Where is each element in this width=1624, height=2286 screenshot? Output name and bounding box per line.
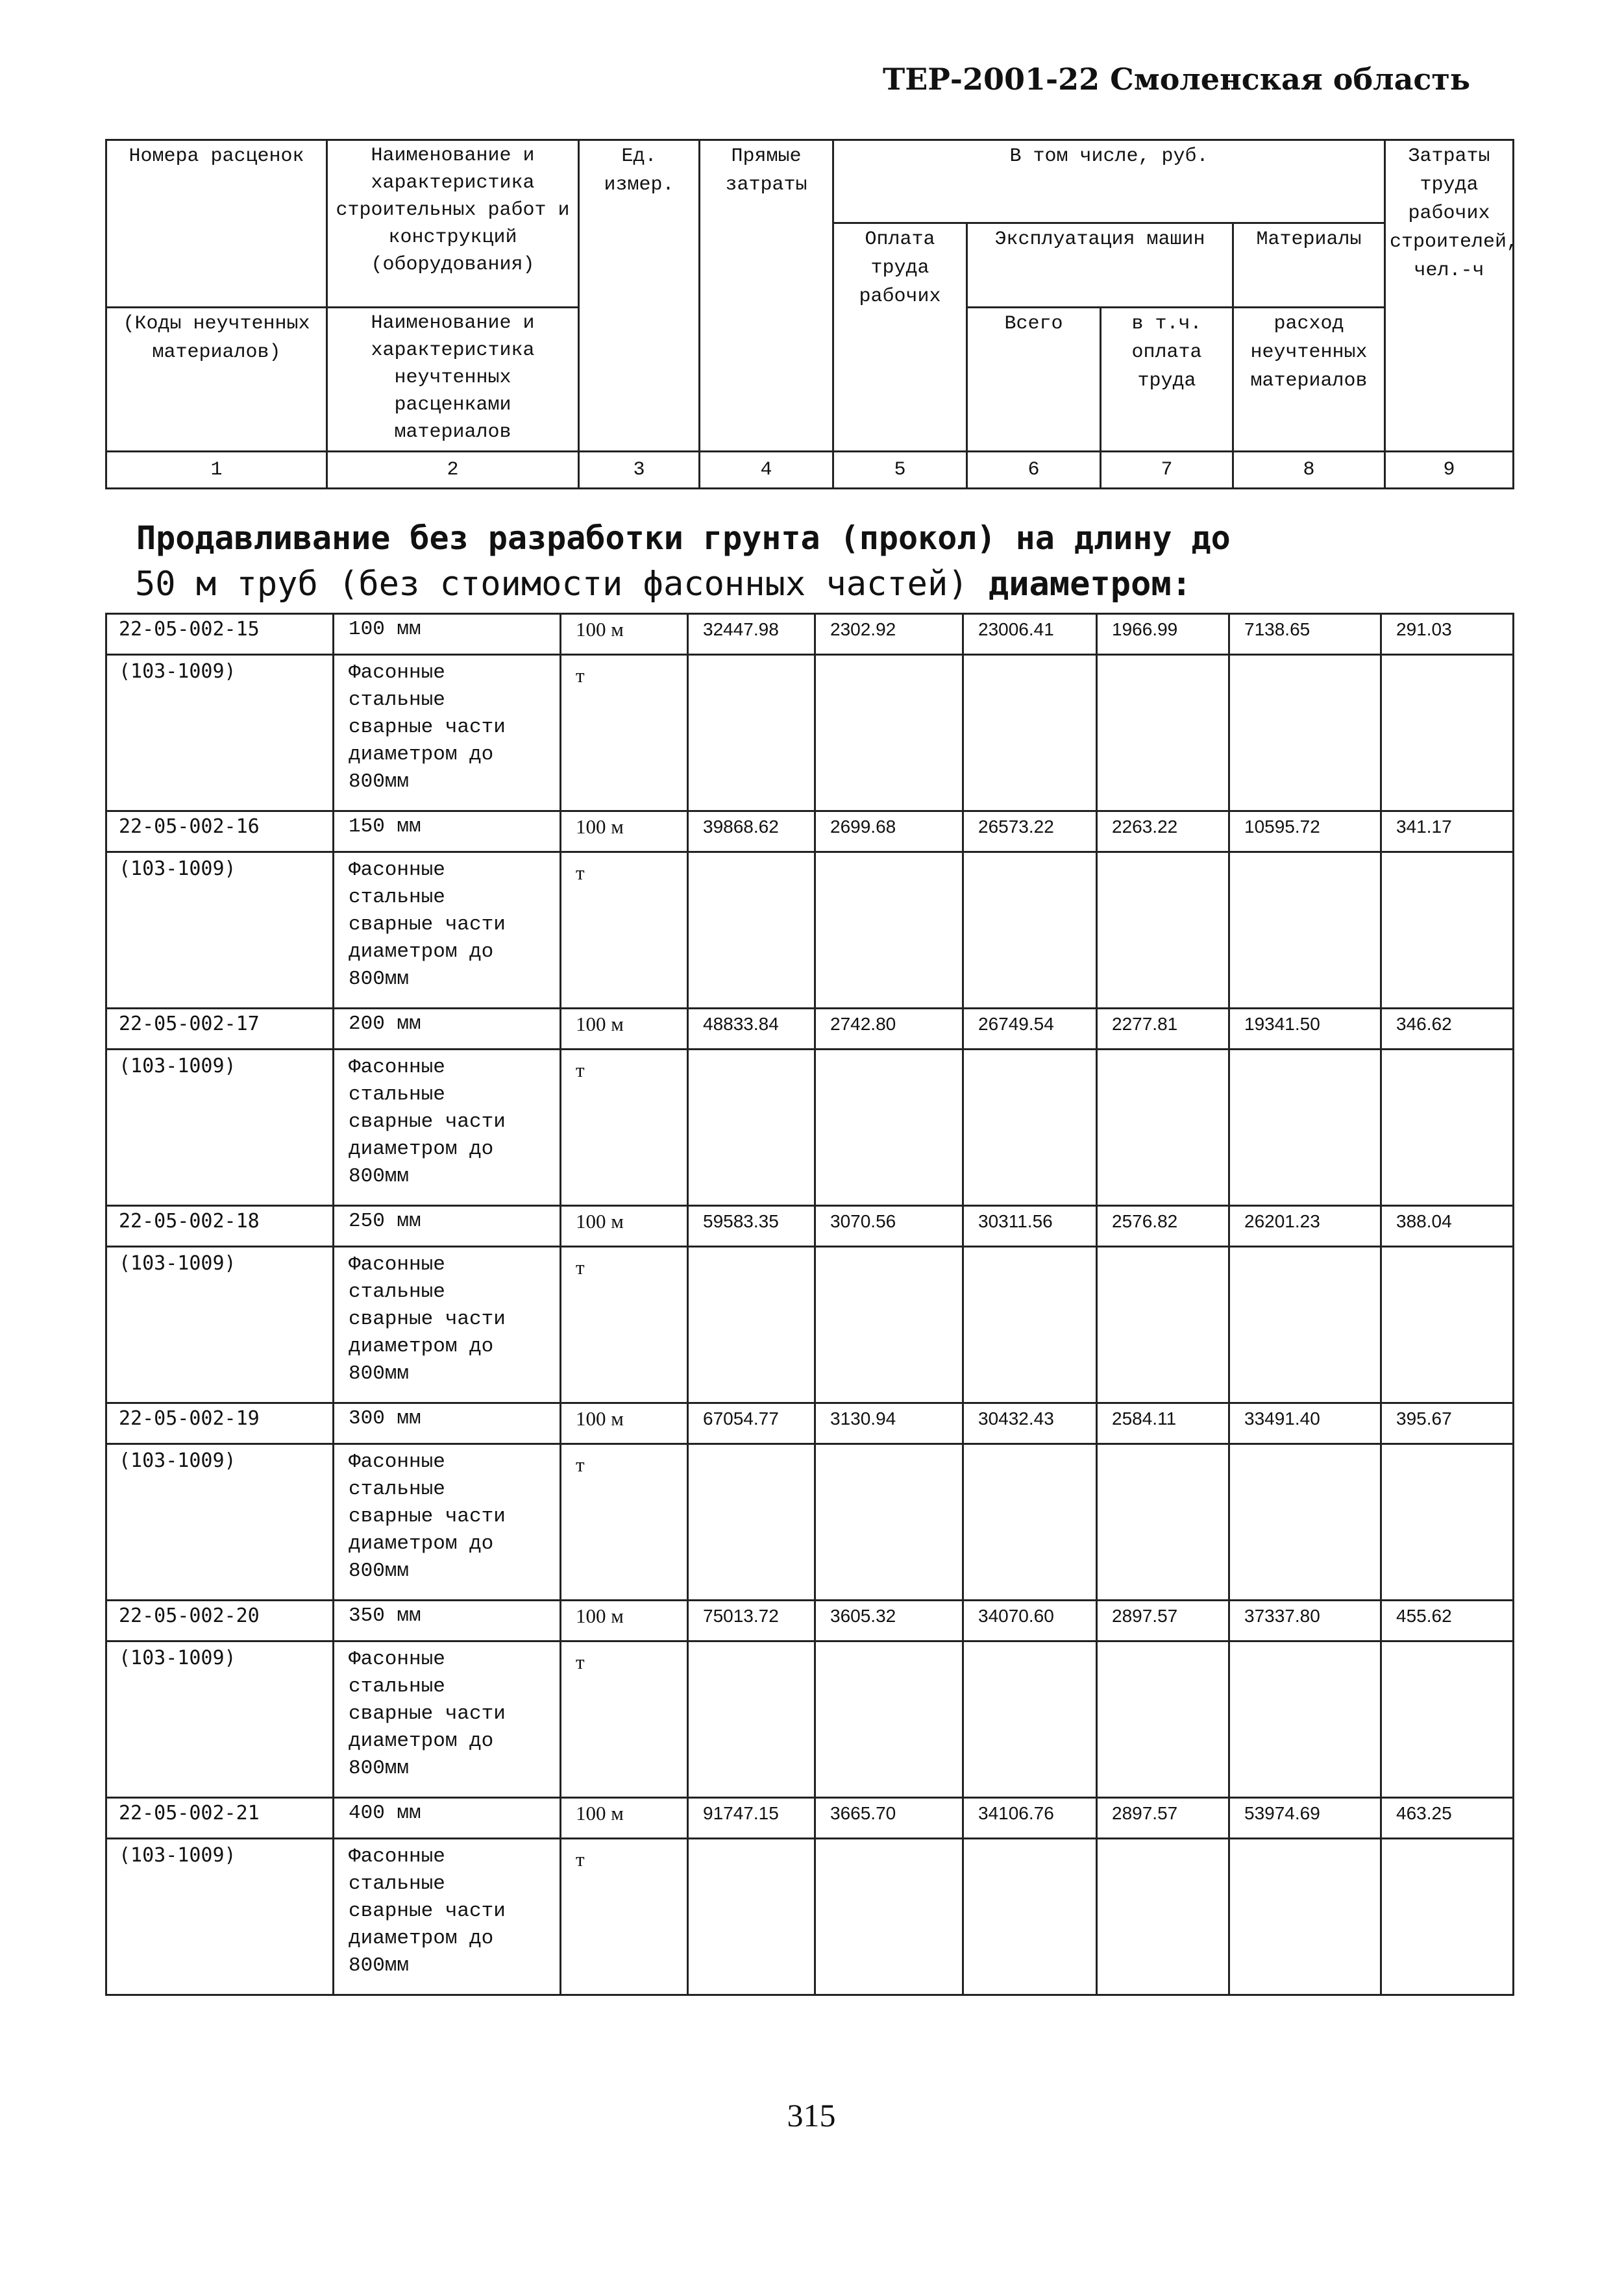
labor-pay-cell: 3070.56	[815, 1206, 963, 1247]
empty-cell	[963, 852, 1097, 1009]
material-unit-cell: т	[561, 1444, 688, 1601]
material-row	[106, 1641, 1514, 1798]
material-name-line: 800мм	[349, 1757, 410, 1780]
material-name-line: диаметром до	[349, 1532, 494, 1555]
material-name-line: сварные части	[349, 716, 506, 739]
rate-code-cell: 22-05-002-15	[106, 614, 334, 655]
direct-costs-cell: 67054.77	[688, 1403, 815, 1444]
rate-code-cell: 22-05-002-21	[106, 1798, 334, 1839]
empty-cell	[1229, 1050, 1381, 1206]
empty-cell	[688, 1247, 815, 1403]
column-header-table	[105, 139, 1519, 489]
material-name-line: 800мм	[349, 968, 410, 990]
labor-hours-cell: 341.17	[1381, 811, 1514, 852]
material-name-line: 800мм	[349, 770, 410, 793]
material-name-cell	[334, 1050, 561, 1206]
column-number: 8	[1233, 452, 1385, 489]
labor-pay-cell: 2699.68	[815, 811, 963, 852]
material-name-line: Фасонные	[349, 1056, 445, 1079]
rate-code-cell: 22-05-002-17	[106, 1009, 334, 1050]
material-row	[106, 1444, 1514, 1601]
material-name-line: диаметром до	[349, 1138, 494, 1161]
empty-cell	[1229, 852, 1381, 1009]
header-cell-machines-total: Всего	[967, 308, 1101, 452]
labor-hours-cell: 455.62	[1381, 1601, 1514, 1641]
empty-cell	[1097, 1247, 1229, 1403]
column-number: 1	[106, 452, 327, 489]
empty-cell	[1381, 1641, 1514, 1798]
empty-cell	[1097, 1839, 1229, 1995]
machines-total-cell: 30311.56	[963, 1206, 1097, 1247]
section-title-bold: диаметром:	[988, 565, 1192, 604]
empty-cell	[1381, 655, 1514, 811]
rates-table-body	[106, 614, 1514, 1995]
rate-unit-cell: 100 м	[561, 1403, 688, 1444]
direct-costs-cell: 59583.35	[688, 1206, 815, 1247]
empty-cell	[1229, 1444, 1381, 1601]
machines-labor-cell: 2263.22	[1097, 811, 1229, 852]
empty-cell	[1381, 1839, 1514, 1995]
material-unit-cell: т	[561, 1839, 688, 1995]
rate-name-cell: 150 мм	[334, 811, 561, 852]
material-name-line: 800мм	[349, 1165, 410, 1188]
empty-cell	[688, 1050, 815, 1206]
header-cell-machines-labor: в т.ч. оплата труда	[1101, 308, 1233, 452]
material-name-line: стальные	[349, 689, 445, 711]
header-cell-labor-hours: Затраты труда рабочих строителей, чел.-ч	[1385, 140, 1514, 452]
labor-hours-cell: 346.62	[1381, 1009, 1514, 1050]
rate-name-cell: 300 мм	[334, 1403, 561, 1444]
material-name-line: сварные части	[349, 1505, 506, 1528]
material-row	[106, 1247, 1514, 1403]
empty-cell	[815, 1839, 963, 1995]
column-number: 9	[1385, 452, 1514, 489]
column-number: 5	[833, 452, 967, 489]
material-code-cell: (103-1009)	[106, 1839, 334, 1995]
material-name-line: 800мм	[349, 1560, 410, 1582]
rate-name-cell: 350 мм	[334, 1601, 561, 1641]
empty-cell	[688, 852, 815, 1009]
empty-cell	[963, 1839, 1097, 1995]
rate-name-cell: 250 мм	[334, 1206, 561, 1247]
material-row	[106, 655, 1514, 811]
material-name-line: сварные части	[349, 1308, 506, 1331]
material-name-line: диаметром до	[349, 1927, 494, 1950]
labor-hours-cell: 388.04	[1381, 1206, 1514, 1247]
material-name-line: Фасонные	[349, 661, 445, 684]
empty-cell	[1097, 852, 1229, 1009]
empty-cell	[688, 1444, 815, 1601]
header-cell-labor-pay: Оплата труда рабочих	[833, 223, 967, 452]
material-code-cell: (103-1009)	[106, 1050, 334, 1206]
table-row	[106, 1798, 1514, 1839]
empty-cell	[815, 1247, 963, 1403]
empty-cell	[963, 1050, 1097, 1206]
material-name-line: стальные	[349, 1083, 445, 1106]
material-row	[106, 1050, 1514, 1206]
section-title-line-2	[135, 565, 1511, 604]
labor-pay-cell: 3130.94	[815, 1403, 963, 1444]
empty-cell	[963, 1641, 1097, 1798]
material-code-cell: (103-1009)	[106, 852, 334, 1009]
material-unit-cell: т	[561, 1641, 688, 1798]
material-unit-cell: т	[561, 1247, 688, 1403]
material-name-line: диаметром до	[349, 743, 494, 766]
labor-hours-cell: 291.03	[1381, 614, 1514, 655]
empty-cell	[1381, 852, 1514, 1009]
column-number: 4	[700, 452, 833, 489]
material-name-cell	[334, 852, 561, 1009]
machines-total-cell: 34070.60	[963, 1601, 1097, 1641]
materials-cell: 37337.80	[1229, 1601, 1381, 1641]
rate-unit-cell: 100 м	[561, 1206, 688, 1247]
materials-cell: 7138.65	[1229, 614, 1381, 655]
machines-total-cell: 30432.43	[963, 1403, 1097, 1444]
header-cell-unit: Ед. измер.	[579, 140, 700, 452]
direct-costs-cell: 91747.15	[688, 1798, 815, 1839]
rate-code-cell: 22-05-002-20	[106, 1601, 334, 1641]
material-unit-cell: т	[561, 655, 688, 811]
machines-labor-cell: 2584.11	[1097, 1403, 1229, 1444]
machines-total-cell: 34106.76	[963, 1798, 1097, 1839]
rate-name-cell: 200 мм	[334, 1009, 561, 1050]
table-row	[106, 1206, 1514, 1247]
labor-hours-cell: 395.67	[1381, 1403, 1514, 1444]
material-unit-cell: т	[561, 1050, 688, 1206]
direct-costs-cell: 32447.98	[688, 614, 815, 655]
rate-name-cell: 100 мм	[334, 614, 561, 655]
table-row	[106, 614, 1514, 655]
empty-cell	[1381, 1247, 1514, 1403]
header-cell-machines: Эксплуатация машин	[967, 223, 1233, 308]
header-cell-material-names: Наименование и характеристика неучтенных расценками материалов	[327, 308, 579, 452]
direct-costs-cell: 48833.84	[688, 1009, 815, 1050]
labor-pay-cell: 3605.32	[815, 1601, 963, 1641]
table-row	[106, 1009, 1514, 1050]
material-code-cell: (103-1009)	[106, 1641, 334, 1798]
page-header-title: ТЕР-2001-22 Смоленская область	[883, 62, 1471, 97]
material-name-line: Фасонные	[349, 859, 445, 881]
empty-cell	[1097, 655, 1229, 811]
direct-costs-cell: 39868.62	[688, 811, 815, 852]
empty-cell	[1097, 1641, 1229, 1798]
header-cell-material-usage: расход неучтенных материалов	[1233, 308, 1385, 452]
machines-total-cell: 26749.54	[963, 1009, 1097, 1050]
material-code-cell: (103-1009)	[106, 655, 334, 811]
material-name-line: диаметром до	[349, 1730, 494, 1752]
labor-pay-cell: 2742.80	[815, 1009, 963, 1050]
empty-cell	[1229, 1247, 1381, 1403]
header-cell-direct-costs: Прямые затраты	[700, 140, 833, 452]
machines-labor-cell: 2897.57	[1097, 1798, 1229, 1839]
material-name-line: сварные части	[349, 1702, 506, 1725]
empty-cell	[815, 655, 963, 811]
labor-pay-cell: 2302.92	[815, 614, 963, 655]
table-row	[106, 1403, 1514, 1444]
labor-hours-cell: 463.25	[1381, 1798, 1514, 1839]
material-name-line: диаметром до	[349, 1335, 494, 1358]
material-name-line: Фасонные	[349, 1253, 445, 1276]
empty-cell	[688, 1839, 815, 1995]
empty-cell	[1381, 1444, 1514, 1601]
material-row	[106, 1839, 1514, 1995]
material-name-line: стальные	[349, 1873, 445, 1895]
table-row	[106, 811, 1514, 852]
materials-cell: 26201.23	[1229, 1206, 1381, 1247]
rate-unit-cell: 100 м	[561, 1798, 688, 1839]
section-title-text: 50 м труб (без стоимости фасонных частей)	[135, 565, 968, 604]
header-cell-rate-number: Номера расценок	[106, 140, 327, 308]
material-name-line: Фасонные	[349, 1845, 445, 1868]
section-title-line-1: Продавливание без разработки грунта (прокол) на длину до	[136, 519, 1231, 557]
material-name-line: сварные части	[349, 1900, 506, 1923]
machines-labor-cell: 2897.57	[1097, 1601, 1229, 1641]
material-name-line: Фасонные	[349, 1648, 445, 1671]
material-name-line: стальные	[349, 1281, 445, 1303]
material-unit-cell: т	[561, 852, 688, 1009]
material-code-cell: (103-1009)	[106, 1247, 334, 1403]
header-cell-work-name: Наименование и характеристика строительных работ и конструкций (оборудования)	[327, 140, 579, 308]
empty-cell	[963, 1247, 1097, 1403]
material-name-line: 800мм	[349, 1954, 410, 1977]
rate-unit-cell: 100 м	[561, 1601, 688, 1641]
material-name-cell	[334, 1247, 561, 1403]
table-row	[106, 1601, 1514, 1641]
rate-code-cell: 22-05-002-19	[106, 1403, 334, 1444]
material-name-line: Фасонные	[349, 1451, 445, 1473]
empty-cell	[1229, 1839, 1381, 1995]
empty-cell	[963, 1444, 1097, 1601]
empty-cell	[815, 1444, 963, 1601]
rate-unit-cell: 100 м	[561, 811, 688, 852]
material-name-line: стальные	[349, 1675, 445, 1698]
empty-cell	[815, 1641, 963, 1798]
column-number: 3	[579, 452, 700, 489]
rate-name-cell: 400 мм	[334, 1798, 561, 1839]
machines-labor-cell: 2576.82	[1097, 1206, 1229, 1247]
material-name-line: сварные части	[349, 913, 506, 936]
rate-code-cell: 22-05-002-16	[106, 811, 334, 852]
materials-cell: 19341.50	[1229, 1009, 1381, 1050]
empty-cell	[1097, 1444, 1229, 1601]
rate-unit-cell: 100 м	[561, 1009, 688, 1050]
empty-cell	[815, 852, 963, 1009]
empty-cell	[1229, 655, 1381, 811]
column-number: 6	[967, 452, 1101, 489]
rate-unit-cell: 100 м	[561, 614, 688, 655]
page-number: 315	[787, 2097, 836, 2133]
machines-labor-cell: 1966.99	[1097, 614, 1229, 655]
column-number: 7	[1101, 452, 1233, 489]
material-name-line: диаметром до	[349, 940, 494, 963]
empty-cell	[1229, 1641, 1381, 1798]
material-name-cell	[334, 1839, 561, 1995]
material-code-cell: (103-1009)	[106, 1444, 334, 1601]
header-cell-material-codes: (Коды неучтенных материалов)	[106, 308, 327, 452]
rates-table	[105, 613, 1514, 1996]
material-name-cell	[334, 655, 561, 811]
material-name-line: стальные	[349, 886, 445, 909]
material-name-line: 800мм	[349, 1362, 410, 1385]
material-row	[106, 852, 1514, 1009]
machines-labor-cell: 2277.81	[1097, 1009, 1229, 1050]
material-name-cell	[334, 1641, 561, 1798]
material-name-cell	[334, 1444, 561, 1601]
column-number: 2	[327, 452, 579, 489]
header-cell-materials: Материалы	[1233, 223, 1385, 308]
labor-pay-cell: 3665.70	[815, 1798, 963, 1839]
empty-cell	[688, 655, 815, 811]
direct-costs-cell: 75013.72	[688, 1601, 815, 1641]
empty-cell	[1097, 1050, 1229, 1206]
rate-code-cell: 22-05-002-18	[106, 1206, 334, 1247]
header-cell-including: В том числе, руб.	[833, 140, 1385, 223]
empty-cell	[1381, 1050, 1514, 1206]
material-name-line: стальные	[349, 1478, 445, 1501]
empty-cell	[815, 1050, 963, 1206]
materials-cell: 10595.72	[1229, 811, 1381, 852]
material-name-line: сварные части	[349, 1111, 506, 1133]
machines-total-cell: 23006.41	[963, 614, 1097, 655]
empty-cell	[963, 655, 1097, 811]
empty-cell	[688, 1641, 815, 1798]
materials-cell: 53974.69	[1229, 1798, 1381, 1839]
machines-total-cell: 26573.22	[963, 811, 1097, 852]
materials-cell: 33491.40	[1229, 1403, 1381, 1444]
